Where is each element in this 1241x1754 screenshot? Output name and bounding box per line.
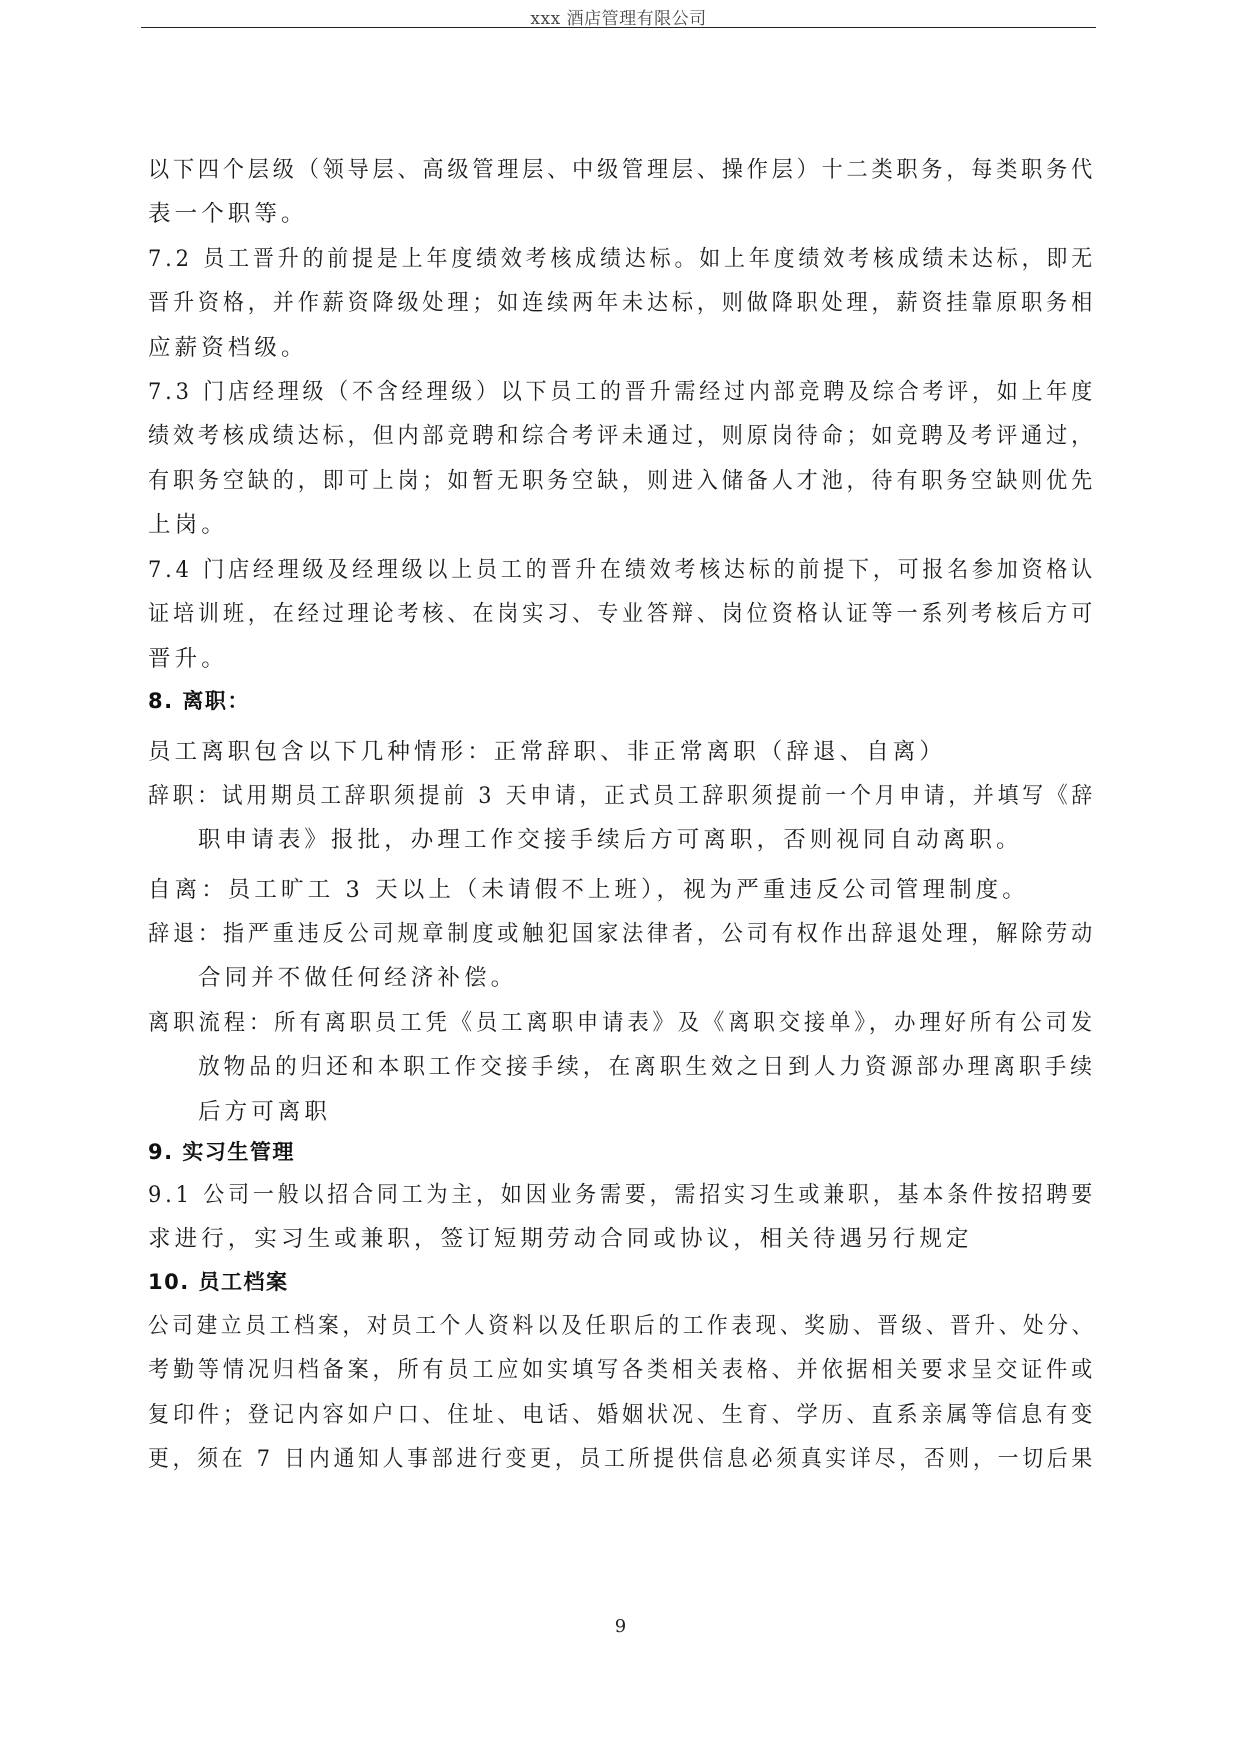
section-heading-9: 9. 实习生管理 [148, 1140, 295, 1164]
exit-process-line: 放物品的归还和本职工作交接手续，在离职生效之日到人力资源部办理离职手续 [198, 1054, 1096, 1080]
dismissal-line: 辞退：指严重违反公司规章制度或触犯国家法律者，公司有权作出辞退处理，解除劳动 [148, 921, 1097, 947]
dismissal-line: 合同并不做任何经济补偿。 [198, 965, 518, 991]
resignation-intro: 员工离职包含以下几种情形：正常辞职、非正常离职（辞退、自离） [148, 739, 947, 765]
section-7-3-line: 有职务空缺的，即可上岗；如暂无职务空缺，则进入储备人才池，待有职务空缺则优先 [148, 468, 1097, 494]
section-10-line: 更，须在 7 日内通知人事部进行变更，员工所提供信息必须真实详尽，否则，一切后果 [148, 1446, 1097, 1472]
resignation-line: 职申请表》报批，办理工作交接手续后方可离职，否则视同自动离职。 [198, 827, 1023, 853]
section-heading-8: 8. 离职： [148, 689, 250, 713]
section-7-3-line: 绩效考核成绩达标，但内部竞聘和综合考评未通过，则原岗待命；如竞聘及考评通过， [148, 423, 1097, 449]
section-9-1-line: 求进行，实习生或兼职，签订短期劳动合同或协议，相关待遇另行规定 [148, 1226, 973, 1252]
resignation-line: 辞职：试用期员工辞职须提前 3 天申请，正式员工辞职须提前一个月申请，并填写《辞 [148, 783, 1097, 809]
paragraph-line: 以下四个层级（领导层、高级管理层、中级管理层、操作层）十二类职务，每类职务代 [148, 157, 1097, 183]
section-9-1-line: 9.1 公司一般以招合同工为主，如因业务需要，需招实习生或兼职，基本条件按招聘要 [148, 1182, 1096, 1208]
section-7-3-line: 7.3 门店经理级（不含经理级）以下员工的晋升需经过内部竞聘及综合考评，如上年度 [148, 379, 1096, 405]
section-10-line: 考勤等情况归档备案，所有员工应如实填写各类相关表格、并依据相关要求呈交证件或 [148, 1357, 1097, 1383]
exit-process-line: 后方可离职 [198, 1099, 332, 1125]
section-heading-10: 10. 员工档案 [148, 1270, 289, 1294]
section-10-line: 公司建立员工档案，对员工个人资料以及任职后的工作表现、奖励、晋级、晋升、处分、 [148, 1313, 1096, 1339]
self-leave-line: 自离：员工旷工 3 天以上（未请假不上班），视为严重违反公司管理制度。 [148, 877, 1029, 903]
section-7-2-line: 应薪资档级。 [148, 335, 308, 361]
page-header-title: xxx 酒店管理有限公司 [530, 9, 707, 29]
exit-process-line: 离职流程：所有离职员工凭《员工离职申请表》及《离职交接单》，办理好所有公司发 [148, 1010, 1096, 1036]
header-divider [141, 27, 1096, 28]
section-7-4-line: 7.4 门店经理级及经理级以上员工的晋升在绩效考核达标的前提下，可报名参加资格认 [148, 557, 1096, 583]
section-7-4-line: 证培训班，在经过理论考核、在岗实习、专业答辩、岗位资格认证等一系列考核后方可 [148, 601, 1097, 627]
paragraph-line: 表一个职等。 [148, 201, 308, 227]
section-7-4-line: 晋升。 [148, 646, 228, 672]
section-7-2-line: 晋升资格，并作薪资降级处理；如连续两年未达标，则做降职处理，薪资挂靠原职务相 [148, 290, 1097, 316]
page-number: 9 [614, 1616, 627, 1637]
section-7-3-line: 上岗。 [148, 512, 228, 538]
section-7-2-line: 7.2 员工晋升的前提是上年度绩效考核成绩达标。如上年度绩效考核成绩未达标，即无 [148, 246, 1096, 272]
section-10-line: 复印件；登记内容如户口、住址、电话、婚姻状况、生育、学历、直系亲属等信息有变 [148, 1402, 1097, 1428]
